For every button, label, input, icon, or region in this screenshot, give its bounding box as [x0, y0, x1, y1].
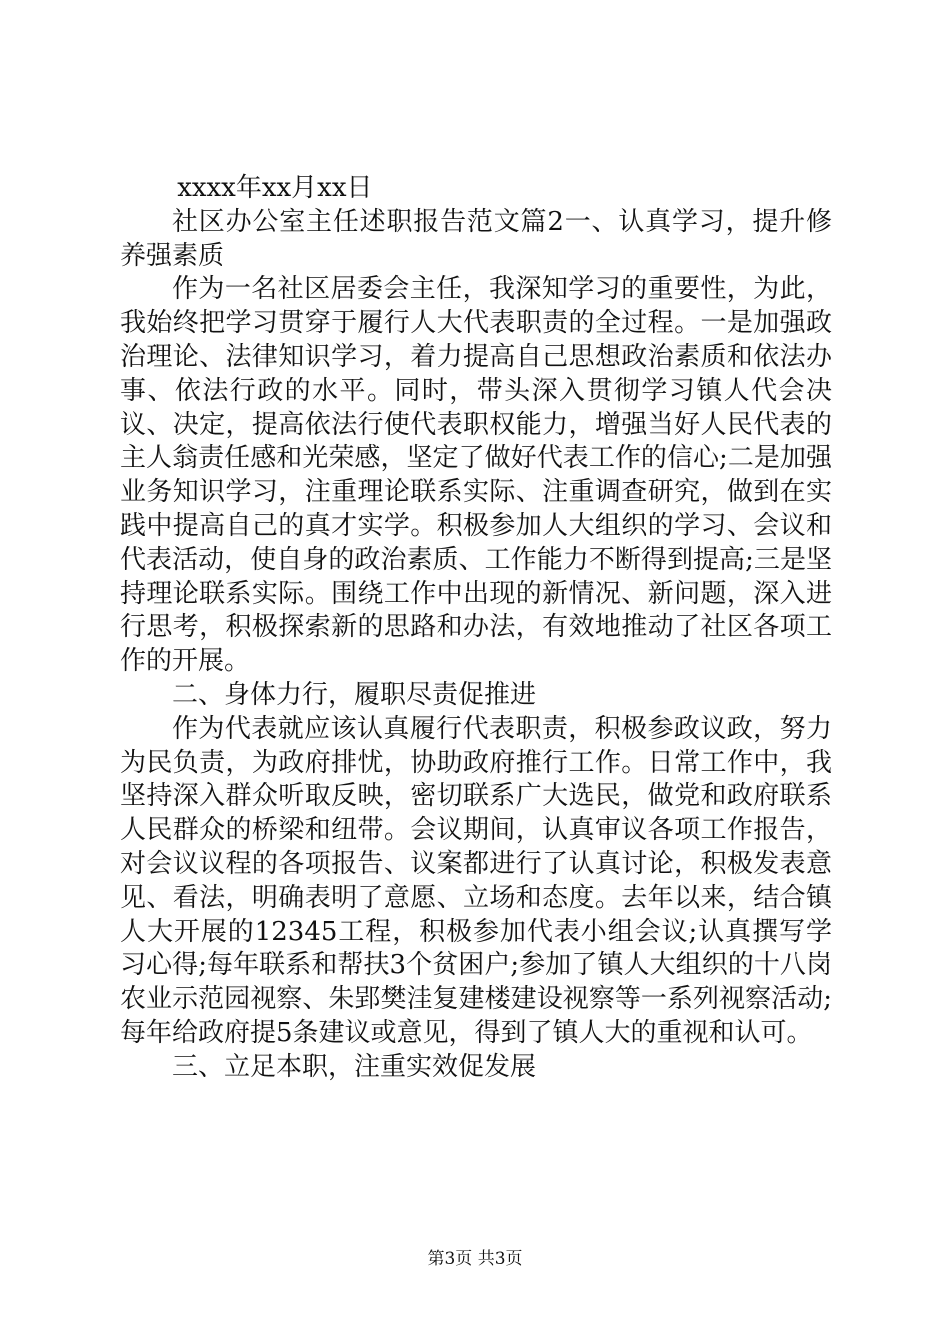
date-line: xxxx年xx月xx日	[177, 173, 373, 203]
section-heading-2: 二、身体力行，履职尽责促推进	[172, 679, 537, 710]
document-body	[120, 172, 832, 1085]
body-paragraph-2: 作为代表就应该认真履行代表职责，积极参政议政，努力为民负责，为政府排忧，协助政府推行工作。日常工作中，我坚持深入群众听取反映，密切联系广大选民，做党和政府联系人民群众的桥梁和纽带。会议期间，认真审议各项工作报告，对会议议程的各项报告、议案都进行了认真讨论，积极发表意见、看法，明确表明了意愿、立场和态度。去年以来，结合镇人大开展的12345工程，积极参加代表小组会议;认真撰写学习心得;每年联系和帮扶3个贫困户;参加了镇人大组织的十八岗农业示范园视察、朱郢樊洼复建楼建设视察等一系列视察活动;每年给政府提5条建议或意见，得到了镇人大的重视和认可。	[120, 713, 832, 1048]
body-paragraph-1: 作为一名社区居委会主任，我深知学习的重要性，为此，我始终把学习贯穿于履行人大代表职责的全过程。一是加强政治理论、法律知识学习，着力提高自己思想政治素质和依法办事、依法行政的水平。同时，带头深入贯彻学习镇人代会决议、决定，提高依法行使代表职权能力，增强当好人民代表的主人翁责任感和光荣感，坚定了做好代表工作的信心;二是加强业务知识学习，注重理论联系实际、注重调查研究，做到在实践中提高自己的真才实学。积极参加人大组织的学习、会议和代表活动，使自身的政治素质、工作能力不断得到提高;三是坚持理论联系实际。围绕工作中出现的新情况、新问题，深入进行思考，积极探索新的思路和办法，有效地推动了社区各项工作的开展。	[120, 274, 832, 677]
page-footer: 第3页 共3页	[427, 1249, 523, 1269]
section-heading-1: 社区办公室主任述职报告范文篇2一、认真学习，提升修养强素质	[120, 206, 832, 271]
section-heading-3: 三、立足本职，注重实效促发展	[172, 1051, 537, 1082]
